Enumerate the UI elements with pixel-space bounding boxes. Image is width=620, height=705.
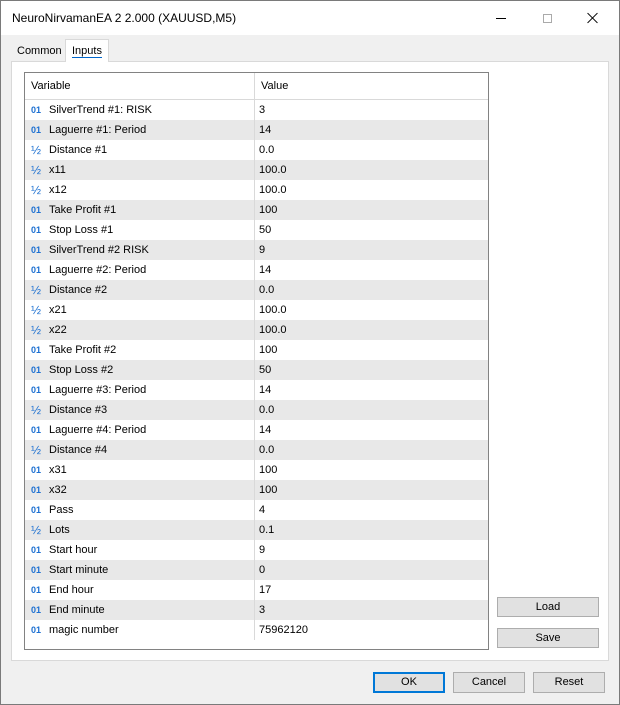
integer-type-icon: 01 xyxy=(30,545,41,555)
double-type-icon: ½ xyxy=(30,163,41,177)
value-cell[interactable]: 14 xyxy=(259,424,272,436)
tab-common[interactable] xyxy=(11,41,68,61)
variable-cell xyxy=(25,600,255,620)
integer-type-icon: 01 xyxy=(30,265,41,275)
tab-inputs-label: Inputs xyxy=(72,45,102,57)
column-header-value[interactable]: Value xyxy=(261,80,289,92)
double-type-icon: ½ xyxy=(30,403,41,417)
integer-type-icon: 01 xyxy=(30,505,41,515)
table-row[interactable] xyxy=(25,340,488,360)
save-button[interactable]: Save xyxy=(497,628,599,648)
value-cell[interactable]: 100 xyxy=(259,464,278,476)
load-button[interactable]: Load xyxy=(497,597,599,617)
variable-cell xyxy=(25,180,255,200)
tab-common-label: Common xyxy=(17,45,62,57)
table-row[interactable] xyxy=(25,280,488,300)
value-cell[interactable]: 50 xyxy=(259,364,272,376)
table-row[interactable] xyxy=(25,440,488,460)
variable-name: Distance #1 xyxy=(49,144,108,156)
variable-cell xyxy=(25,300,255,320)
variable-name: Stop Loss #2 xyxy=(49,364,114,376)
variable-cell xyxy=(25,500,255,520)
table-header xyxy=(25,73,488,100)
variable-name: End minute xyxy=(49,604,105,616)
value-cell[interactable]: 14 xyxy=(259,124,272,136)
variable-name: Distance #3 xyxy=(49,404,108,416)
inputs-panel xyxy=(11,61,609,661)
integer-type-icon: 01 xyxy=(30,105,41,115)
variable-cell xyxy=(25,520,255,540)
variable-name: Laguerre #3: Period xyxy=(49,384,147,396)
table-row[interactable] xyxy=(25,520,488,540)
variable-cell xyxy=(25,100,255,120)
variable-cell xyxy=(25,160,255,180)
value-cell[interactable]: 75962120 xyxy=(259,624,308,636)
variable-name: Laguerre #2: Period xyxy=(49,264,147,276)
integer-type-icon: 01 xyxy=(30,625,41,635)
ok-button[interactable]: OK xyxy=(373,672,445,693)
value-cell[interactable]: 0.0 xyxy=(259,404,275,416)
tab-inputs[interactable] xyxy=(65,39,109,62)
integer-type-icon: 01 xyxy=(30,345,41,355)
integer-type-icon: 01 xyxy=(30,605,41,615)
table-row[interactable] xyxy=(25,100,488,120)
variable-cell xyxy=(25,140,255,160)
variable-name: Lots xyxy=(49,524,70,536)
value-cell[interactable]: 100.0 xyxy=(259,164,287,176)
table-row[interactable] xyxy=(25,160,488,180)
value-cell[interactable]: 9 xyxy=(259,544,266,556)
value-cell[interactable]: 0.1 xyxy=(259,524,275,536)
integer-type-icon: 01 xyxy=(30,245,41,255)
variable-cell xyxy=(25,620,255,640)
minimize-icon xyxy=(496,18,506,19)
column-header-variable[interactable]: Variable xyxy=(25,73,255,99)
maximize-icon xyxy=(543,14,552,23)
variable-cell xyxy=(25,560,255,580)
integer-type-icon: 01 xyxy=(30,485,41,495)
table-row[interactable] xyxy=(25,380,488,400)
value-cell[interactable]: 3 xyxy=(259,604,266,616)
variable-cell xyxy=(25,540,255,560)
variable-cell xyxy=(25,340,255,360)
table-body xyxy=(25,100,488,640)
double-type-icon: ½ xyxy=(30,143,41,157)
variable-name: x21 xyxy=(49,304,67,316)
variable-cell xyxy=(25,380,255,400)
value-cell[interactable]: 100.0 xyxy=(259,324,287,336)
variable-cell xyxy=(25,120,255,140)
integer-type-icon: 01 xyxy=(30,125,41,135)
variable-cell xyxy=(25,420,255,440)
table-row[interactable] xyxy=(25,120,488,140)
table-row[interactable] xyxy=(25,180,488,200)
variable-cell xyxy=(25,460,255,480)
integer-type-icon: 01 xyxy=(30,465,41,475)
variable-cell xyxy=(25,280,255,300)
inputs-table[interactable] xyxy=(24,72,489,650)
value-cell[interactable]: 4 xyxy=(259,504,266,516)
variable-cell xyxy=(25,440,255,460)
table-row[interactable] xyxy=(25,320,488,340)
window-title: NeuroNirvamanEA 2 2.000 (XAUUSD,M5) xyxy=(12,11,237,25)
close-button[interactable] xyxy=(570,1,616,35)
minimize-button[interactable] xyxy=(478,1,524,35)
double-type-icon: ½ xyxy=(30,323,41,337)
value-cell[interactable]: 0 xyxy=(259,564,266,576)
table-row[interactable] xyxy=(25,540,488,560)
variable-name: magic number xyxy=(49,624,119,636)
variable-name: Take Profit #2 xyxy=(49,344,117,356)
value-cell[interactable]: 14 xyxy=(259,384,272,396)
integer-type-icon: 01 xyxy=(30,205,41,215)
variable-cell xyxy=(25,580,255,600)
variable-name: End hour xyxy=(49,584,94,596)
variable-name: Stop Loss #1 xyxy=(49,224,114,236)
table-row[interactable] xyxy=(25,420,488,440)
table-row[interactable] xyxy=(25,620,488,640)
variable-cell xyxy=(25,360,255,380)
value-cell[interactable]: 100 xyxy=(259,484,278,496)
variable-name: Distance #2 xyxy=(49,284,108,296)
variable-name: x32 xyxy=(49,484,67,496)
variable-cell xyxy=(25,220,255,240)
variable-cell xyxy=(25,320,255,340)
variable-cell xyxy=(25,240,255,260)
integer-type-icon: 01 xyxy=(30,565,41,575)
table-row[interactable] xyxy=(25,260,488,280)
table-row[interactable] xyxy=(25,220,488,240)
double-type-icon: ½ xyxy=(30,303,41,317)
variable-name: Laguerre #4: Period xyxy=(49,424,147,436)
table-row[interactable] xyxy=(25,580,488,600)
value-cell[interactable]: 14 xyxy=(259,264,272,276)
variable-name: x31 xyxy=(49,464,67,476)
variable-name: Distance #4 xyxy=(49,444,108,456)
table-row[interactable] xyxy=(25,200,488,220)
table-row[interactable] xyxy=(25,300,488,320)
variable-name: Laguerre #1: Period xyxy=(49,124,147,136)
variable-name: x12 xyxy=(49,184,67,196)
value-cell[interactable]: 0.0 xyxy=(259,444,275,456)
title-bar[interactable] xyxy=(1,1,619,35)
double-type-icon: ½ xyxy=(30,183,41,197)
value-cell[interactable]: 17 xyxy=(259,584,272,596)
variable-name: Pass xyxy=(49,504,74,516)
value-cell[interactable]: 100.0 xyxy=(259,184,287,196)
integer-type-icon: 01 xyxy=(30,365,41,375)
value-cell[interactable]: 0.0 xyxy=(259,284,275,296)
double-type-icon: ½ xyxy=(30,443,41,457)
table-row[interactable] xyxy=(25,600,488,620)
table-row[interactable] xyxy=(25,400,488,420)
variable-cell xyxy=(25,400,255,420)
table-row[interactable] xyxy=(25,140,488,160)
variable-name: SilverTrend #2 RISK xyxy=(49,244,149,256)
integer-type-icon: 01 xyxy=(30,585,41,595)
value-cell[interactable]: 3 xyxy=(259,104,266,116)
table-row[interactable] xyxy=(25,460,488,480)
table-row[interactable] xyxy=(25,360,488,380)
variable-name: x11 xyxy=(49,164,66,176)
value-cell[interactable]: 50 xyxy=(259,224,272,236)
value-cell[interactable]: 9 xyxy=(259,244,266,256)
table-row[interactable] xyxy=(25,240,488,260)
variable-name: Take Profit #1 xyxy=(49,204,117,216)
value-cell[interactable]: 100 xyxy=(259,344,278,356)
variable-cell xyxy=(25,260,255,280)
value-cell[interactable]: 100 xyxy=(259,204,278,216)
table-row[interactable] xyxy=(25,560,488,580)
integer-type-icon: 01 xyxy=(30,225,41,235)
close-icon xyxy=(587,12,599,24)
variable-name: Start minute xyxy=(49,564,109,576)
maximize-button[interactable] xyxy=(524,1,570,35)
variable-name: x22 xyxy=(49,324,67,336)
variable-cell xyxy=(25,480,255,500)
integer-type-icon: 01 xyxy=(30,425,41,435)
value-cell[interactable]: 100.0 xyxy=(259,304,287,316)
variable-name: Start hour xyxy=(49,544,98,556)
table-row[interactable] xyxy=(25,480,488,500)
double-type-icon: ½ xyxy=(30,283,41,297)
integer-type-icon: 01 xyxy=(30,385,41,395)
double-type-icon: ½ xyxy=(30,523,41,537)
table-row[interactable] xyxy=(25,500,488,520)
cancel-button[interactable]: Cancel xyxy=(453,672,525,693)
reset-button[interactable]: Reset xyxy=(533,672,605,693)
value-cell[interactable]: 0.0 xyxy=(259,144,275,156)
variable-cell xyxy=(25,200,255,220)
variable-name: SilverTrend #1: RISK xyxy=(49,104,152,116)
